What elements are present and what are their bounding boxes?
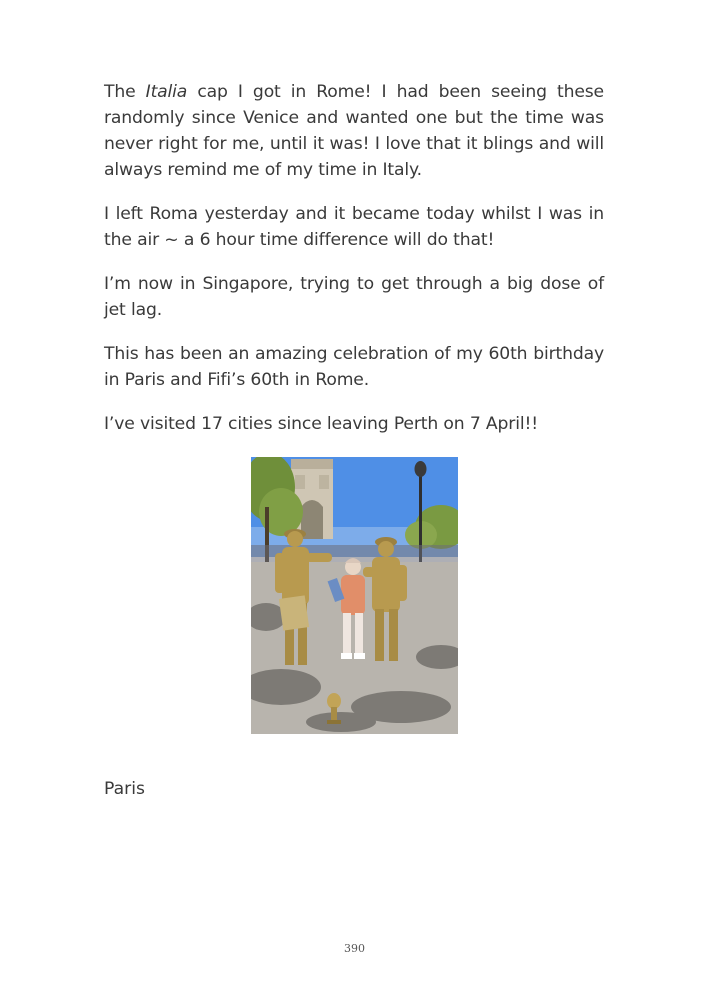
page-number: 390	[344, 942, 365, 955]
paragraph-left-roma: I left Roma yesterday and it became today whilst I was in the air ~ a 6 hour time difference will do that!	[104, 204, 604, 250]
paragraph-italia-cap	[104, 79, 604, 183]
italia-italic-word: Italia	[145, 82, 188, 102]
paris-photo	[251, 457, 458, 734]
paragraph-italia-cap-rest: cap I got in Rome! I had been seeing these randomly since Venice and wanted one but the time was never right for me, until it was! I love that it blings and will always remind me of my time in Italy.	[104, 82, 604, 180]
paragraph-singapore: I’m now in Singapore, trying to get through a big dose of jet lag.	[104, 274, 604, 320]
paragraph-celebration: This has been an amazing celebration of my 60th birthday in Paris and Fifi’s 60th in Rome.	[104, 344, 604, 390]
paragraph-italia-cap-lead: The	[104, 82, 146, 102]
body-text	[104, 79, 604, 455]
paragraph-cities-visited: I’ve visited 17 cities since leaving Perth on 7 April!!	[104, 414, 538, 434]
photo-caption: Paris	[104, 779, 145, 799]
